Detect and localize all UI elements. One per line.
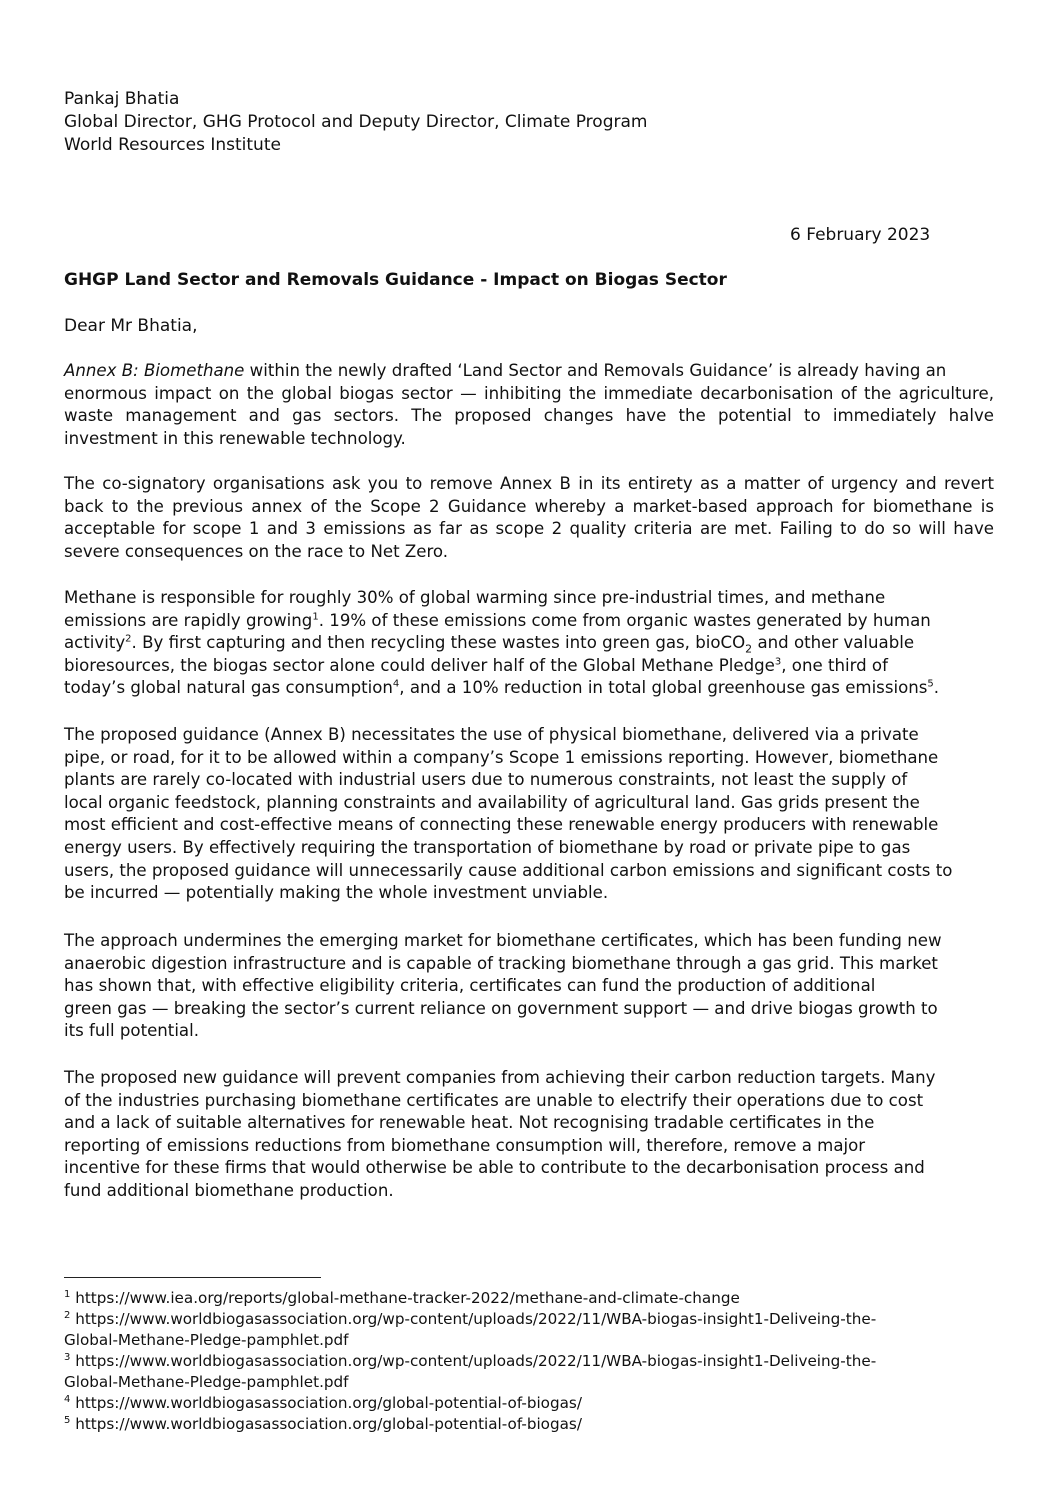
footnote-3-link[interactable]: https://www.worldbiogasassociation.org/wp-content/uploads/2022/11/WBA-biogas-insight1-Deliveing-the- (70, 1352, 877, 1370)
footnote-2-continued[interactable]: Global-Methane-Pledge-pamphlet.pdf (64, 1331, 349, 1349)
salutation: Dear Mr Bhatia, (64, 316, 198, 336)
footnote-4: $^4$ https://www.worldbiogasassociation.org/global-potential-of-biogas/ (64, 1393, 582, 1412)
footnote-ref-3: 3 (774, 656, 782, 668)
footnote-ref-5: 5 (927, 678, 934, 690)
footnote-4-link[interactable]: https://www.worldbiogasassociation.org/global-potential-of-biogas/ (70, 1394, 582, 1412)
footnote-3: $^3$ https://www.worldbiogasassociation.org/wp-content/uploads/2022/11/WBA-biogas-insight1-Deliveing-the- (64, 1351, 877, 1370)
footnote-ref-4: 4 (392, 678, 400, 690)
annex-reference: Annex B: Biomethane (64, 361, 245, 380)
footnote-1-link[interactable]: https://www.iea.org/reports/global-methane-tracker-2022/methane-and-climate-change (70, 1289, 740, 1307)
footnote-2: $^2$ https://www.worldbiogasassociation.org/wp-content/uploads/2022/11/WBA-biogas-insight1-Deliveing-the- (64, 1309, 877, 1328)
subscript-2: 2 (745, 642, 753, 656)
recipient-organization: World Resources Institute (64, 135, 281, 155)
footnote-5: $^5$ https://www.worldbiogasassociation.org/global-potential-of-biogas/ (64, 1414, 582, 1433)
paragraph-4: The proposed guidance (Annex B) necessitates the use of physical biomethane, delivered via a private pipe, or road, for it to be allowed within a company’s Scope 1 emissions reporting. However, biomethane plants are rarely co-located with industrial users due to numerous constraints, not least the supply of local organic feedstock, planning constraints and availability of agricultural land. Gas grids present the most efficient and cost-effective means of connecting these renewable energy producers with renewable energy users. By effectively requiring the transportation of biomethane by road or private pipe to gas users, the proposed guidance will unnecessarily cause additional carbon emissions and significant costs to be incurred — potentially making the whole investment unviable. (64, 725, 953, 903)
footnote-3-continued[interactable]: Global-Methane-Pledge-pamphlet.pdf (64, 1373, 349, 1391)
recipient-title: Global Director, GHG Protocol and Deputy Director, Climate Program (64, 112, 648, 132)
footnote-5-link[interactable]: https://www.worldbiogasassociation.org/global-potential-of-biogas/ (70, 1415, 582, 1433)
paragraph-3: Methane is responsible for roughly 30% of global warming since pre-industrial times, and methane emissions are rapidly growing$^1$. 19% of these emissions come from organic wastes generated by human activity$^2$. By first capturing and then recycling these wastes into green gas, bioCO$_2$ and other valuable bioresources, the biogas sector alone could deliver half of the Global Methane Pledge$^3$, one third of today’s global natural gas consumption$^4$, and a 10% reduction in total global greenhouse gas emissions$^5$. (64, 588, 940, 698)
footnote-2-link[interactable]: https://www.worldbiogasassociation.org/wp-content/uploads/2022/11/WBA-biogas-insight1-Deliveing-the- (70, 1310, 877, 1328)
letter-subject: GHGP Land Sector and Removals Guidance - Impact on Biogas Sector (64, 270, 727, 290)
paragraph-5: The approach undermines the emerging market for biomethane certificates, which has been funding new anaerobic digestion infrastructure and is capable of tracking biomethane through a gas grid. This market has shown that, with effective eligibility criteria, certificates can fund the production of additional green gas — breaking the sector’s current reliance on government support — and drive biogas growth to its full potential. (64, 931, 942, 1041)
footnote-ref-2: 2 (125, 633, 132, 645)
recipient-address (64, 88, 647, 157)
recipient-name: Pankaj Bhatia (64, 89, 180, 109)
footnotes (64, 1288, 994, 1435)
letter-date: 6 February 2023 (790, 225, 931, 245)
footnote-1: $^1$ https://www.iea.org/reports/global-methane-tracker-2022/methane-and-climate-change (64, 1288, 740, 1307)
paragraph-6: The proposed new guidance will prevent companies from achieving their carbon reduction targets. Many of the industries purchasing biomethane certificates are unable to electrify their operations due to cost and a lack of suitable alternatives for renewable heat. Not recognising tradable certificates in the reporting of emissions reductions from biomethane consumption will, therefore, remove a major incentive for these firms that would otherwise be able to contribute to the decarbonisation process and fund additional biomethane production. (64, 1068, 936, 1200)
footnote-separator (64, 1277, 321, 1278)
paragraph-2: The co-signatory organisations ask you to remove Annex B in its entirety as a matter of urgency and revert back to the previous annex of the Scope 2 Guidance whereby a market-based approach for biomethane is acceptable for scope 1 and 3 emissions as far as scope 2 quality criteria are met. Failing to do so will have severe consequences on the race to Net Zero. (64, 474, 994, 561)
footnote-ref-1: 1 (312, 611, 319, 623)
paragraph-1: Annex B: Biomethane within the newly drafted ‘Land Sector and Removals Guidance’ is already having an enormous impact on the global biogas sector — inhibiting the immediate decarbonisation of the agriculture, waste management and gas sectors. The proposed changes have the potential to immediately halve investment in this renewable technology. (64, 361, 994, 448)
